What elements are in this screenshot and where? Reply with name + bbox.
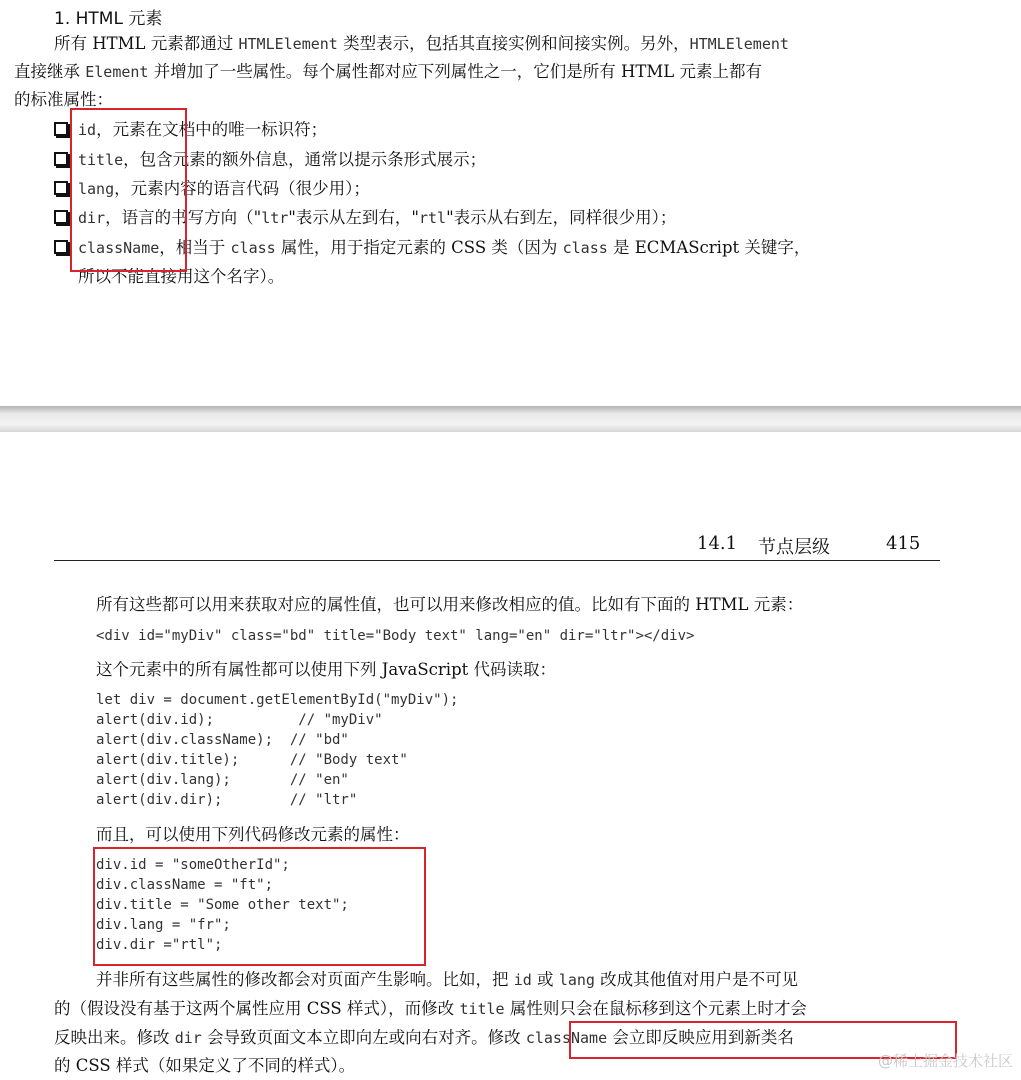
code-write-line: div.title = "Some other text"; <box>96 897 349 913</box>
running-head-page-number: 415 <box>886 533 921 554</box>
code-read-line: alert(div.lang); // "en" <box>96 772 349 788</box>
intro-line-2: 直接继承 Element 并增加了一些属性。每个属性都对应下列属性之一，它们是所有 HTML 元素上都有 <box>14 62 762 81</box>
checkbox-bullet-icon <box>54 181 68 195</box>
checkbox-bullet-icon <box>54 210 68 224</box>
bullet-lang: lang，元素内容的语言代码（很少用）； <box>54 175 370 203</box>
paragraph-3: 而且，可以使用下列代码修改元素的属性： <box>96 825 410 844</box>
checkbox-bullet-icon <box>54 152 68 166</box>
paragraph-4-line-4: 的 CSS 样式（如果定义了不同的样式）。 <box>54 1056 356 1075</box>
header-rule <box>54 560 940 561</box>
code-read-line: alert(div.title); // "Body text" <box>96 752 408 768</box>
running-head-title: 节点层级 <box>758 537 830 558</box>
checkbox-bullet-icon <box>54 122 68 136</box>
paragraph-4-line-1: 并非所有这些属性的修改都会对页面产生影响。比如，把 id 或 lang 改成其他值对用户是不可见 <box>96 970 799 989</box>
intro-line-1: 所有 HTML 元素都通过 HTMLElement 类型表示，包括其直接实例和间接实例。另外，HTMLElement <box>54 34 789 53</box>
paragraph-1: 所有这些都可以用来获取对应的属性值，也可以用来修改相应的值。比如有下面的 HTML 元素： <box>96 595 804 614</box>
section-heading: 1. HTML 元素 <box>54 9 163 29</box>
paragraph-4-line-3: 反映出来。修改 dir 会导致页面文本立即向左或向右对齐。修改 className 会立即反映应用到新类名 <box>54 1028 794 1047</box>
page-separator <box>0 406 1021 432</box>
code-read-line: alert(div.dir); // "ltr" <box>96 792 358 808</box>
bullet-dir: dir，语言的书写方向（"ltr"表示从左到右，"rtl"表示从右到左，同样很少用）； <box>54 204 676 232</box>
code-write-line: div.dir ="rtl"; <box>96 937 223 953</box>
code-html-element: <div id="myDiv" class="bd" title="Body text" lang="en" dir="ltr"></div> <box>96 628 695 644</box>
paragraph-4-line-2: 的（假设没有基于这两个属性应用 CSS 样式），而修改 title 属性则只会在鼠标移到这个元素上时才会 <box>54 999 807 1018</box>
highlight-box-property-names <box>70 108 187 272</box>
intro-line-3: 的标准属性： <box>14 90 113 109</box>
code-read-line: alert(div.className); // "bd" <box>96 732 349 748</box>
bullet-title: title，包含元素的额外信息，通常以提示条形式展示； <box>54 146 486 174</box>
code-read-line: alert(div.id); // "myDiv" <box>96 712 383 728</box>
watermark: @稀土掘金技术社区 <box>877 1052 1013 1070</box>
paragraph-2: 这个元素中的所有属性都可以使用下列 JavaScript 代码读取： <box>96 660 557 679</box>
running-head-section: 14.1 <box>697 533 738 554</box>
bullet-classname: className，相当于 class 属性，用于指定元素的 CSS 类（因为 class 是 ECMAScript 关键字， <box>54 234 810 262</box>
checkbox-bullet-icon <box>54 240 68 254</box>
highlight-box-modify-code <box>93 847 426 966</box>
code-write-line: div.lang = "fr"; <box>96 917 231 933</box>
bullet-classname-continuation: 所以不能直接用这个名字）。 <box>78 267 285 286</box>
code-read-line: let div = document.getElementById("myDiv"); <box>96 692 459 708</box>
bullet-id: id，元素在文档中的唯一标识符； <box>54 116 327 144</box>
code-write-line: div.id = "someOtherId"; <box>96 857 290 873</box>
code-write-line: div.className = "ft"; <box>96 877 274 893</box>
